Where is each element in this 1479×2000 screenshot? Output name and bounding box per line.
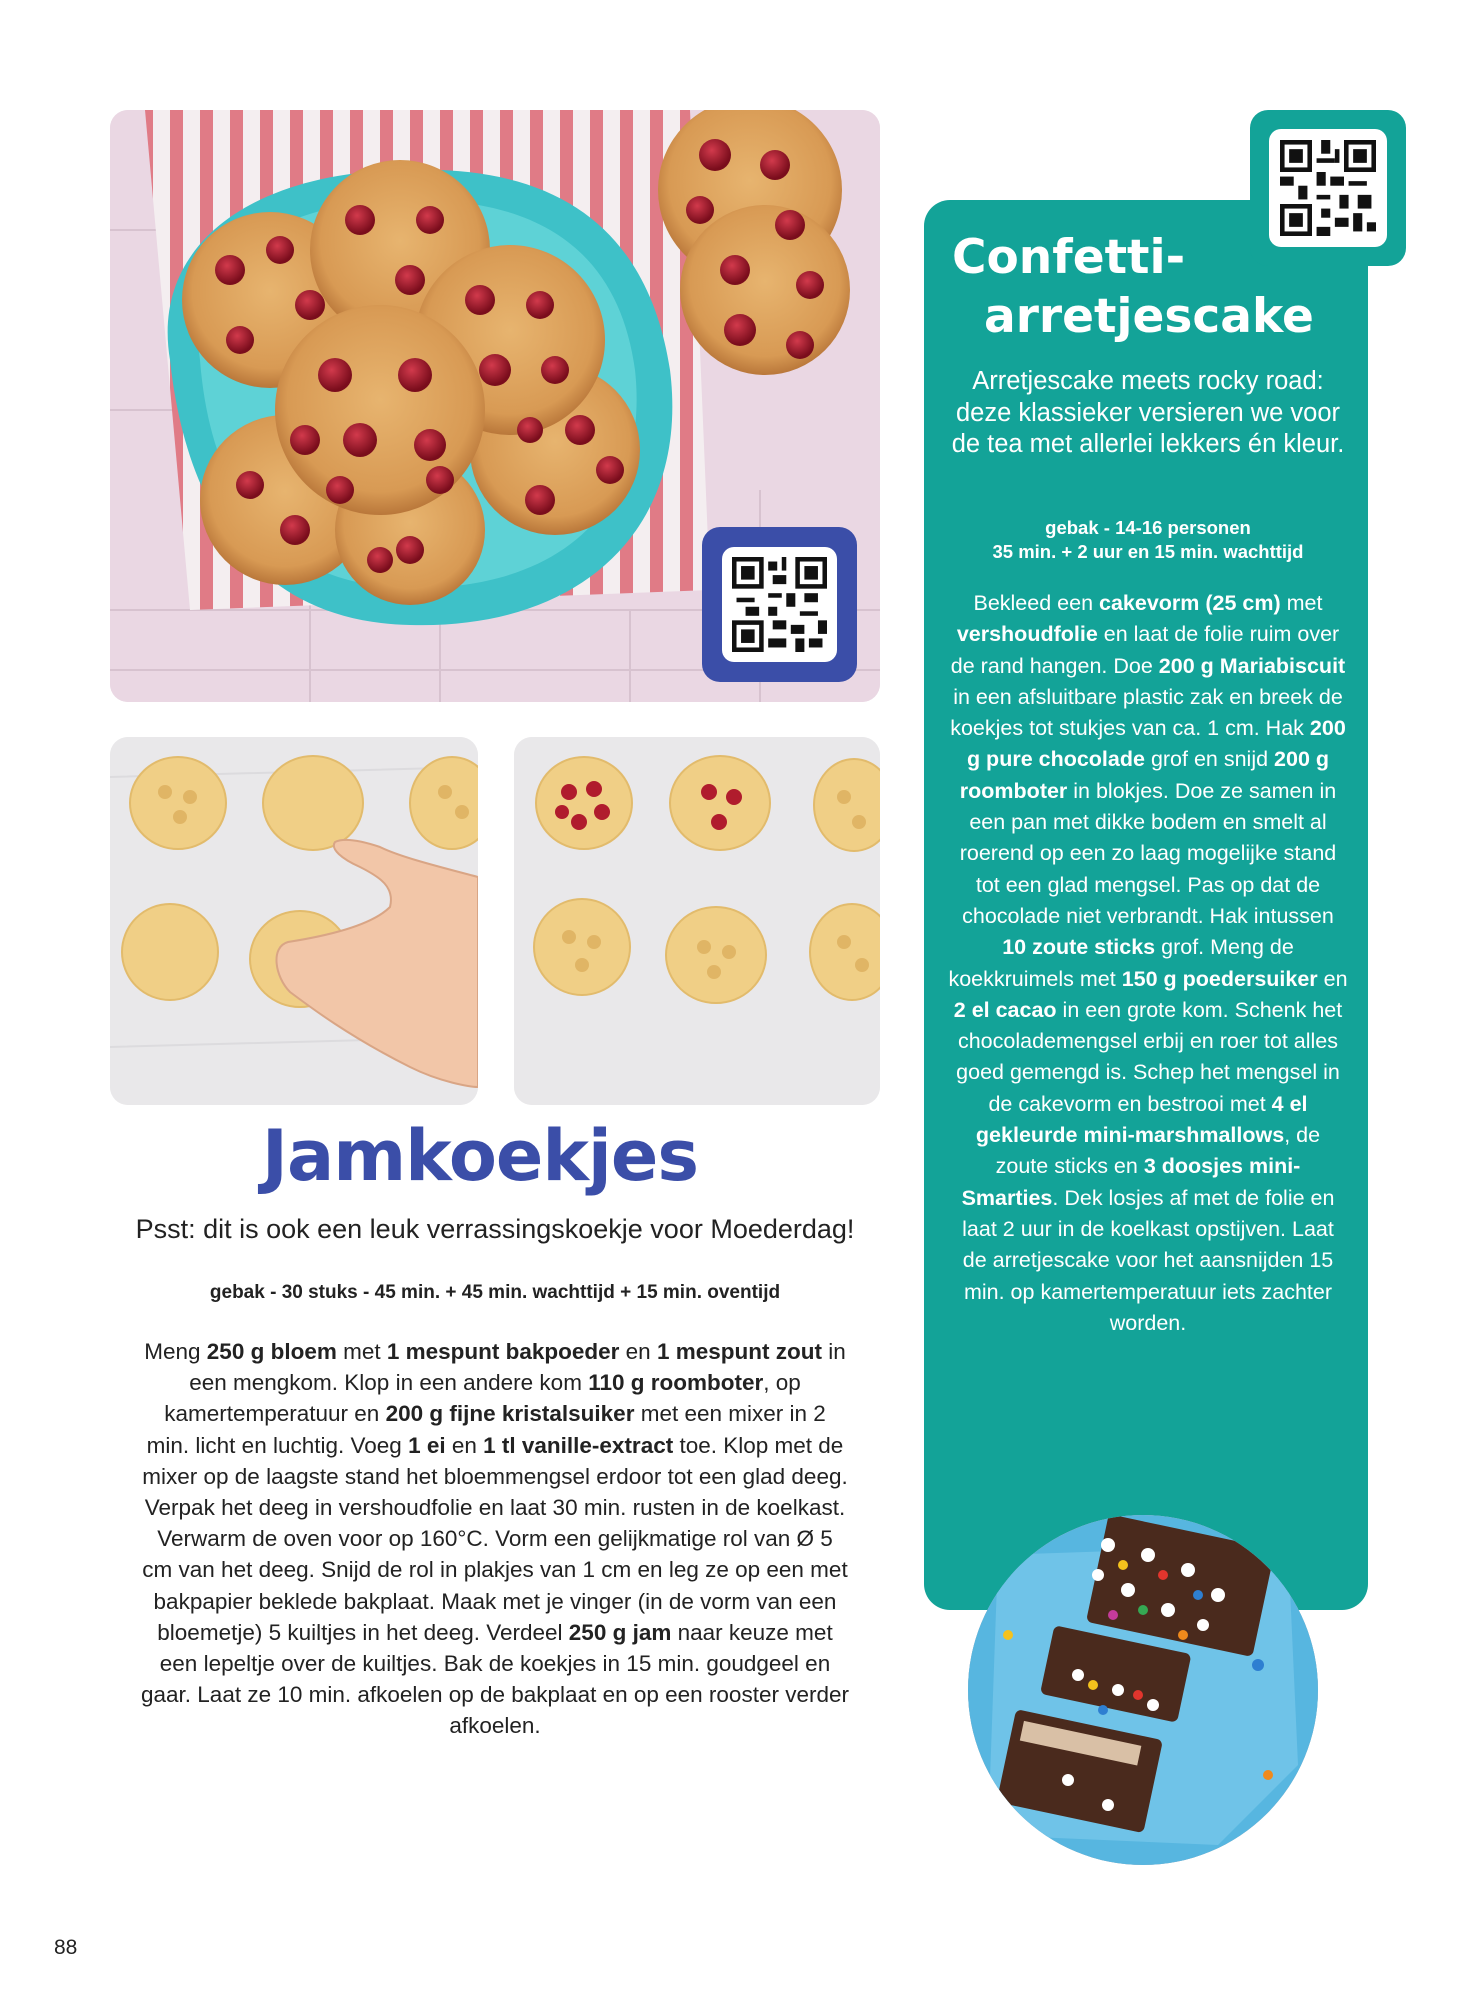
- jam-body-text: met een mixer in 2 min. licht en luchtig. Voeg: [146, 1401, 826, 1458]
- qr-code-badge-jamkoekjes[interactable]: [702, 527, 857, 682]
- recipe-intro-jamkoekjes: Psst: dit is ook een leuk verrassingskoekje voor Moederdag!: [135, 1214, 855, 1244]
- qr-code-icon: [1280, 140, 1376, 236]
- qr-code-icon: [732, 557, 827, 652]
- jam-body-ingredient: 110 g roomboter: [588, 1370, 764, 1396]
- recipe-instructions-arretjescake: [948, 588, 1348, 1339]
- conf-body-text: grof. Meng de koekkruimels met: [948, 935, 1294, 991]
- conf-body-ingredient: 200 g pure chocolade: [966, 716, 1346, 772]
- jam-body-ingredient: 1 mespunt zout: [656, 1339, 822, 1364]
- title-line-1: Confetti-: [952, 230, 1186, 285]
- jam-body-text: in een mengkom. Klop in een andere kom: [189, 1339, 846, 1396]
- page-number: 88: [54, 1936, 78, 1959]
- conf-body-ingredient: 3 doosjes mini-Smarties: [961, 1154, 1301, 1210]
- jam-body-text: Meng: [144, 1339, 207, 1364]
- conf-body-ingredient: cakevorm (25 cm): [1099, 591, 1281, 615]
- conf-body-ingredient: 10 zoute sticks: [1002, 935, 1156, 960]
- dough-pressing-photo: [110, 737, 478, 1105]
- meta-time: 35 min. + 2 uur en 15 min. wachttijd: [992, 541, 1304, 562]
- conf-body-ingredient: 200 g roomboter: [959, 747, 1330, 803]
- jam-body-ingredient: 250 g bloem: [206, 1339, 337, 1364]
- conf-body-text: in een grote kom. Schenk het chocolademengsel erbij en roer tot alles goed gemengd is. Schep het mengsel in de cakevorm en bestrooi met: [956, 997, 1343, 1116]
- conf-body-text: Bekleed een: [973, 591, 1099, 615]
- jam-body-text: , op kamertemperatuur en: [164, 1370, 801, 1427]
- conf-body-ingredient: vershoudfolie: [956, 622, 1098, 647]
- jam-body-text: naar keuze met een lepeltje over de kuiltjes. Bak de koekjes in 15 min. goudgeel en gaar. Laat ze 10 min. afkoelen op de bakplaat en op een rooster verder afkoelen.: [141, 1619, 849, 1739]
- jam-body-ingredient: 1 mespunt bakpoeder: [386, 1339, 620, 1364]
- jam-body-text: toe. Klop met de mixer op de laagste stand het bloemmengsel erdoor tot een glad deeg. Verpak het deeg in vershoudfolie en laat 30 min. rusten in de koelkast. Verwarm de oven voor op 160°C. Vorm een gelijkmatige rol van Ø 5 cm van het deeg. Snijd de rol in plakjes van 1 cm en leg ze op een met bakpapier beklede bakplaat. Maak met je vinger (in de vorm van een bloemetje) 5 kuiltjes in het deeg. Verdeel: [142, 1432, 848, 1645]
- recipe-title-arretjescake: [952, 228, 1352, 346]
- conf-body-ingredient: 150 g poedersuiker: [1121, 966, 1318, 991]
- jam-body-ingredient: 1 ei: [408, 1432, 446, 1458]
- conf-body-text: grof en snijd: [1144, 747, 1275, 772]
- title-line-2: arretjescake: [984, 289, 1314, 344]
- jam-body-text: en: [619, 1339, 657, 1364]
- recipe-intro-arretjescake: Arretjescake meets rocky road: deze klassieker versieren we voor de tea met allerlei lekkers én kleur.: [951, 367, 1345, 458]
- conf-body-text: en laat de folie ruim over de rand hangen. Doe: [950, 622, 1340, 678]
- jam-body-text: met: [336, 1339, 387, 1364]
- recipe-title-jamkoekjes: Jamkoekjes: [261, 1115, 699, 1197]
- recipe-meta-jamkoekjes: gebak - 30 stuks - 45 min. + 45 min. wachttijd + 15 min. oventijd: [209, 1282, 781, 1303]
- meta-servings: gebak - 14-16 personen: [1045, 517, 1251, 538]
- conf-body-text: , de zoute sticks en: [995, 1123, 1321, 1179]
- recipe-meta-arretjescake: [948, 516, 1348, 564]
- conf-body-text: met: [1280, 591, 1323, 615]
- conf-body-ingredient: 4 el gekleurde mini-marshmallows: [975, 1091, 1308, 1148]
- jam-body-text: en: [445, 1432, 484, 1458]
- conf-body-text: en: [1317, 966, 1348, 991]
- recipe-instructions-jamkoekjes: [140, 1336, 850, 1742]
- conf-body-text: in een afsluitbare plastic zak en breek de koekjes tot stukjes van ca. 1 cm. Hak: [950, 684, 1343, 741]
- conf-body-ingredient: 2 el cacao: [953, 997, 1057, 1022]
- jam-body-ingredient: 1 tl vanille-extract: [483, 1432, 674, 1458]
- jam-body-ingredient: 250 g jam: [568, 1619, 672, 1645]
- conf-body-ingredient: 200 g Mariabiscuit: [1158, 653, 1346, 678]
- conf-body-text: in blokjes. Doe ze samen in een pan met dikke bodem en smelt al roerend op een zo laag mogelijke stand tot een glad mengsel. Pas op dat de chocolade niet verbrandt. Hak intussen: [959, 778, 1337, 928]
- arretjescake-photo: [968, 1515, 1318, 1865]
- jam-body-ingredient: 200 g fijne kristalsuiker: [385, 1401, 635, 1427]
- conf-body-text: . Dek losjes af met de folie en laat 2 uur in de koelkast opstijven. Laat de arretjescake voor het aansnijden 15 min. op kamertemperatuur iets zachter worden.: [962, 1185, 1335, 1335]
- jam-filled-dough-photo: [514, 737, 880, 1105]
